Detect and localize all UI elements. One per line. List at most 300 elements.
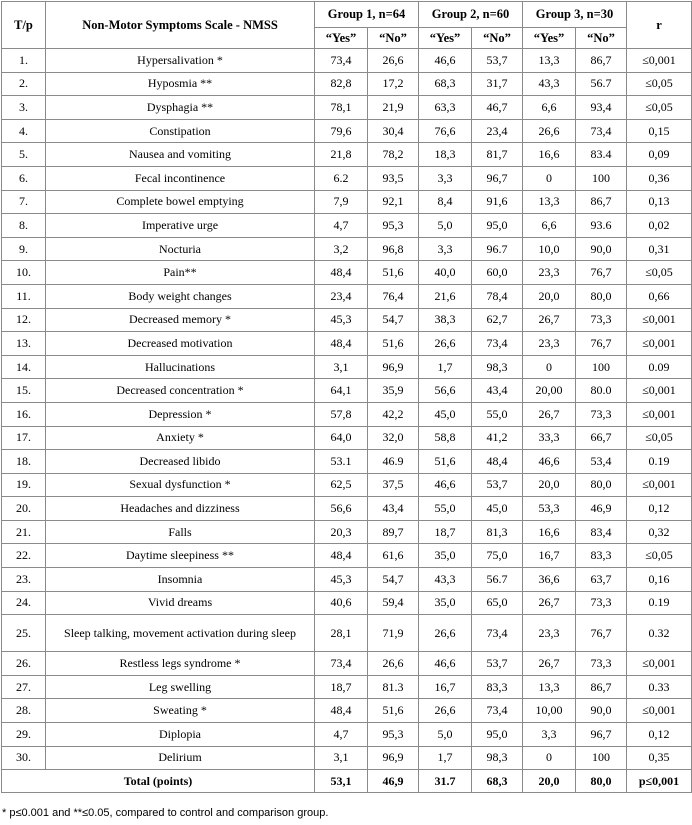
- group-2-yes-cell: 3,3: [419, 237, 472, 261]
- table-row: [2, 675, 692, 699]
- table-row: [2, 699, 692, 723]
- p-value-cell: ≤0,001: [627, 379, 692, 403]
- group-1-no-cell: 46,9: [368, 770, 419, 793]
- group-2-no-cell: 81,7: [472, 143, 523, 167]
- total-label-cell: Total (points): [2, 770, 315, 793]
- group-2-yes-cell: 51,6: [419, 450, 472, 474]
- group-1-no-cell: 26,6: [368, 49, 419, 73]
- group-1-no-cell: 37,5: [368, 473, 419, 497]
- group-2-no-cell: 62,7: [472, 308, 523, 332]
- group-2-yes-cell: 35,0: [419, 544, 472, 568]
- group-3-yes-cell: 23,3: [523, 261, 576, 285]
- group-2-no-cell: 65,0: [472, 591, 523, 615]
- group-3-no-cell: 93.6: [576, 214, 627, 238]
- group-2-yes-cell: 38,3: [419, 308, 472, 332]
- p-value-cell: 0,02: [627, 214, 692, 238]
- group-2-yes-cell: 46,6: [419, 473, 472, 497]
- row-number-cell: 23.: [2, 568, 46, 592]
- table-row: [2, 332, 692, 356]
- symptom-name-cell: Constipation: [46, 119, 315, 143]
- group-3-yes-cell: 10,0: [523, 237, 576, 261]
- group-3-no-cell: 73,3: [576, 308, 627, 332]
- group-1-yes-cell: 40,6: [315, 591, 368, 615]
- group-1-no-cell: 51,6: [368, 699, 419, 723]
- group-3-yes-cell: 20,0: [523, 284, 576, 308]
- p-value-cell: p≤0,001: [627, 770, 692, 793]
- symptom-name-cell: Vivid dreams: [46, 591, 315, 615]
- group-3-yes-cell: 26,6: [523, 119, 576, 143]
- group-3-no-cell: 63,7: [576, 568, 627, 592]
- p-value-cell: 0,32: [627, 520, 692, 544]
- group-3-no-cell: 90,0: [576, 699, 627, 723]
- p-value-cell: 0,36: [627, 166, 692, 190]
- table-row: [2, 497, 692, 521]
- group-1-yes-cell: 82,8: [315, 72, 368, 96]
- group-1-yes-cell: 62,5: [315, 473, 368, 497]
- group-1-yes-cell: 6.2: [315, 166, 368, 190]
- symptom-name-cell: Hallucinations: [46, 355, 315, 379]
- group-2-yes-cell: 43,3: [419, 568, 472, 592]
- symptom-name-cell: Pain**: [46, 261, 315, 285]
- row-number-cell: 6.: [2, 166, 46, 190]
- group-1-no-cell: 32,0: [368, 426, 419, 450]
- group-3-no-cell: 100: [576, 746, 627, 770]
- group-1-yes-cell: 73,4: [315, 49, 368, 73]
- group-1-no-cell: 93,5: [368, 166, 419, 190]
- table-row: [2, 355, 692, 379]
- group-3-no-cell: 76,7: [576, 615, 627, 652]
- group-2-no-cell: 43,4: [472, 379, 523, 403]
- group-2-no-cell: 75,0: [472, 544, 523, 568]
- table-row: [2, 746, 692, 770]
- group-2-no-cell: 53,7: [472, 49, 523, 73]
- table-row: [2, 261, 692, 285]
- header-group-3: Group 3, n=30: [523, 2, 627, 28]
- group-2-no-cell: 83,3: [472, 675, 523, 699]
- symptom-name-cell: Nocturia: [46, 237, 315, 261]
- group-2-yes-cell: 68,3: [419, 72, 472, 96]
- group-1-yes-cell: 53.1: [315, 450, 368, 474]
- group-3-yes-cell: 43,3: [523, 72, 576, 96]
- group-2-no-cell: 96.7: [472, 237, 523, 261]
- group-2-yes-cell: 1,7: [419, 746, 472, 770]
- group-1-yes-cell: 18,7: [315, 675, 368, 699]
- group-3-no-cell: 83,4: [576, 520, 627, 544]
- group-2-yes-cell: 5,0: [419, 214, 472, 238]
- group-1-yes-cell: 20,3: [315, 520, 368, 544]
- group-1-yes-cell: 57,8: [315, 402, 368, 426]
- p-value-cell: 0,66: [627, 284, 692, 308]
- group-3-no-cell: 100: [576, 166, 627, 190]
- group-3-no-cell: 83,3: [576, 544, 627, 568]
- symptom-name-cell: Insomnia: [46, 568, 315, 592]
- symptom-name-cell: Complete bowel emptying: [46, 190, 315, 214]
- table-body: [2, 49, 692, 793]
- group-1-yes-cell: 53,1: [315, 770, 368, 793]
- group-1-no-cell: 81.3: [368, 675, 419, 699]
- symptom-name-cell: Fecal incontinence: [46, 166, 315, 190]
- group-2-no-cell: 68,3: [472, 770, 523, 793]
- group-1-no-cell: 43,4: [368, 497, 419, 521]
- symptom-name-cell: Imperative urge: [46, 214, 315, 238]
- p-value-cell: 0.33: [627, 675, 692, 699]
- group-2-yes-cell: 56,6: [419, 379, 472, 403]
- group-2-yes-cell: 26,6: [419, 615, 472, 652]
- group-3-yes-cell: 46,6: [523, 450, 576, 474]
- table-row: [2, 450, 692, 474]
- p-value-cell: ≤0,001: [627, 473, 692, 497]
- row-number-cell: 27.: [2, 675, 46, 699]
- group-2-no-cell: 23,4: [472, 119, 523, 143]
- group-2-no-cell: 81,3: [472, 520, 523, 544]
- table-row: [2, 96, 692, 120]
- group-1-yes-cell: 45,3: [315, 568, 368, 592]
- group-2-yes-cell: 45,0: [419, 402, 472, 426]
- symptom-name-cell: Body weight changes: [46, 284, 315, 308]
- table-row: [2, 308, 692, 332]
- header-yes: “Yes”: [523, 28, 576, 49]
- group-3-no-cell: 80,0: [576, 770, 627, 793]
- group-2-no-cell: 45,0: [472, 497, 523, 521]
- group-3-no-cell: 53,4: [576, 450, 627, 474]
- group-1-yes-cell: 64,0: [315, 426, 368, 450]
- group-2-no-cell: 95,0: [472, 723, 523, 747]
- p-value-cell: 0.19: [627, 591, 692, 615]
- table-row: [2, 284, 692, 308]
- group-1-yes-cell: 3,1: [315, 746, 368, 770]
- group-3-yes-cell: 10,00: [523, 699, 576, 723]
- symptom-name-cell: Decreased memory *: [46, 308, 315, 332]
- row-number-cell: 8.: [2, 214, 46, 238]
- p-value-cell: ≤0,05: [627, 72, 692, 96]
- group-2-yes-cell: 8,4: [419, 190, 472, 214]
- group-1-yes-cell: 48,4: [315, 699, 368, 723]
- header-no: “No”: [576, 28, 627, 49]
- group-3-no-cell: 73,3: [576, 402, 627, 426]
- group-1-yes-cell: 7,9: [315, 190, 368, 214]
- group-1-yes-cell: 73,4: [315, 652, 368, 676]
- table-row: [2, 402, 692, 426]
- group-3-yes-cell: 16,7: [523, 544, 576, 568]
- group-3-yes-cell: 20,0: [523, 770, 576, 793]
- row-number-cell: 7.: [2, 190, 46, 214]
- header-group-1: Group 1, n=64: [315, 2, 419, 28]
- header-scale: Non-Motor Symptoms Scale - NMSS: [46, 2, 315, 49]
- group-3-yes-cell: 33,3: [523, 426, 576, 450]
- total-row: [2, 770, 692, 793]
- symptom-name-cell: Sexual dysfunction *: [46, 473, 315, 497]
- group-3-yes-cell: 0: [523, 166, 576, 190]
- row-number-cell: 19.: [2, 473, 46, 497]
- header-num: T/p: [2, 2, 46, 49]
- group-1-no-cell: 54,7: [368, 568, 419, 592]
- row-number-cell: 15.: [2, 379, 46, 403]
- group-2-no-cell: 31,7: [472, 72, 523, 96]
- group-3-yes-cell: 26,7: [523, 308, 576, 332]
- group-1-no-cell: 95,3: [368, 214, 419, 238]
- table-row: [2, 49, 692, 73]
- row-number-cell: 30.: [2, 746, 46, 770]
- group-3-no-cell: 86,7: [576, 675, 627, 699]
- group-3-yes-cell: 16,6: [523, 143, 576, 167]
- group-1-no-cell: 35,9: [368, 379, 419, 403]
- symptom-name-cell: Headaches and dizziness: [46, 497, 315, 521]
- header-group-2: Group 2, n=60: [419, 2, 523, 28]
- group-3-yes-cell: 13,3: [523, 49, 576, 73]
- p-value-cell: ≤0,001: [627, 699, 692, 723]
- group-2-no-cell: 55,0: [472, 402, 523, 426]
- row-number-cell: 24.: [2, 591, 46, 615]
- symptom-name-cell: Restless legs syndrome *: [46, 652, 315, 676]
- table-row: [2, 72, 692, 96]
- group-2-no-cell: 46,7: [472, 96, 523, 120]
- group-3-yes-cell: 26,7: [523, 652, 576, 676]
- row-number-cell: 13.: [2, 332, 46, 356]
- symptom-name-cell: Delirium: [46, 746, 315, 770]
- group-3-no-cell: 76,7: [576, 332, 627, 356]
- group-2-no-cell: 56.7: [472, 568, 523, 592]
- table-row: [2, 544, 692, 568]
- header-r: r: [627, 2, 692, 49]
- row-number-cell: 1.: [2, 49, 46, 73]
- row-number-cell: 2.: [2, 72, 46, 96]
- group-2-yes-cell: 18,7: [419, 520, 472, 544]
- row-number-cell: 20.: [2, 497, 46, 521]
- group-3-no-cell: 66,7: [576, 426, 627, 450]
- row-number-cell: 18.: [2, 450, 46, 474]
- symptom-name-cell: Decreased concentration *: [46, 379, 315, 403]
- header-no: “No”: [472, 28, 523, 49]
- group-1-no-cell: 76,4: [368, 284, 419, 308]
- group-3-no-cell: 100: [576, 355, 627, 379]
- table-row: [2, 119, 692, 143]
- table-row: [2, 723, 692, 747]
- group-1-yes-cell: 3,2: [315, 237, 368, 261]
- symptom-name-cell: Falls: [46, 520, 315, 544]
- symptom-name-cell: Sweating *: [46, 699, 315, 723]
- group-2-no-cell: 98,3: [472, 355, 523, 379]
- nmss-table: [1, 1, 692, 793]
- symptom-name-cell: Nausea and vomiting: [46, 143, 315, 167]
- group-2-yes-cell: 46,6: [419, 49, 472, 73]
- group-3-yes-cell: 6,6: [523, 96, 576, 120]
- group-3-no-cell: 80.0: [576, 379, 627, 403]
- symptom-name-cell: Anxiety *: [46, 426, 315, 450]
- group-1-yes-cell: 45,3: [315, 308, 368, 332]
- group-2-yes-cell: 1,7: [419, 355, 472, 379]
- row-number-cell: 25.: [2, 615, 46, 652]
- group-1-no-cell: 59,4: [368, 591, 419, 615]
- group-2-yes-cell: 63,3: [419, 96, 472, 120]
- group-1-yes-cell: 79,6: [315, 119, 368, 143]
- group-2-yes-cell: 3,3: [419, 166, 472, 190]
- p-value-cell: 0.19: [627, 450, 692, 474]
- group-2-yes-cell: 76,6: [419, 119, 472, 143]
- group-3-no-cell: 86,7: [576, 190, 627, 214]
- group-1-no-cell: 96,9: [368, 746, 419, 770]
- p-value-cell: 0.09: [627, 355, 692, 379]
- p-value-cell: ≤0,05: [627, 261, 692, 285]
- group-3-yes-cell: 53,3: [523, 497, 576, 521]
- symptom-name-cell: Decreased libido: [46, 450, 315, 474]
- group-1-no-cell: 78,2: [368, 143, 419, 167]
- table-row: [2, 568, 692, 592]
- table-row: [2, 473, 692, 497]
- row-number-cell: 14.: [2, 355, 46, 379]
- group-3-yes-cell: 23,3: [523, 615, 576, 652]
- p-value-cell: ≤0,001: [627, 49, 692, 73]
- p-value-cell: 0,13: [627, 190, 692, 214]
- p-value-cell: 0,09: [627, 143, 692, 167]
- row-number-cell: 29.: [2, 723, 46, 747]
- p-value-cell: 0,15: [627, 119, 692, 143]
- p-value-cell: 0,31: [627, 237, 692, 261]
- group-2-no-cell: 95,0: [472, 214, 523, 238]
- table-row: [2, 379, 692, 403]
- group-3-no-cell: 86,7: [576, 49, 627, 73]
- symptom-name-cell: Dysphagia **: [46, 96, 315, 120]
- table-row: [2, 591, 692, 615]
- row-number-cell: 12.: [2, 308, 46, 332]
- group-1-no-cell: 89,7: [368, 520, 419, 544]
- p-value-cell: ≤0,001: [627, 402, 692, 426]
- table-row: [2, 166, 692, 190]
- p-value-cell: 0,12: [627, 723, 692, 747]
- group-3-no-cell: 80,0: [576, 284, 627, 308]
- p-value-cell: ≤0,001: [627, 308, 692, 332]
- group-2-no-cell: 48,4: [472, 450, 523, 474]
- table-row: [2, 520, 692, 544]
- group-1-yes-cell: 21,8: [315, 143, 368, 167]
- header-no: “No”: [368, 28, 419, 49]
- group-2-yes-cell: 21,6: [419, 284, 472, 308]
- group-1-no-cell: 51,6: [368, 332, 419, 356]
- group-3-no-cell: 96,7: [576, 723, 627, 747]
- row-number-cell: 26.: [2, 652, 46, 676]
- group-1-yes-cell: 48,4: [315, 332, 368, 356]
- header-yes: “Yes”: [419, 28, 472, 49]
- symptom-name-cell: Hyposmia **: [46, 72, 315, 96]
- p-value-cell: ≤0,001: [627, 652, 692, 676]
- symptom-name-cell: Daytime sleepiness **: [46, 544, 315, 568]
- symptom-name-cell: Decreased motivation: [46, 332, 315, 356]
- table-row: [2, 237, 692, 261]
- row-number-cell: 9.: [2, 237, 46, 261]
- group-2-no-cell: 78,4: [472, 284, 523, 308]
- group-2-no-cell: 60,0: [472, 261, 523, 285]
- group-2-yes-cell: 58,8: [419, 426, 472, 450]
- group-1-no-cell: 96,8: [368, 237, 419, 261]
- p-value-cell: ≤0,05: [627, 96, 692, 120]
- group-3-no-cell: 76,7: [576, 261, 627, 285]
- group-1-no-cell: 21,9: [368, 96, 419, 120]
- group-3-yes-cell: 3,3: [523, 723, 576, 747]
- group-2-yes-cell: 18,3: [419, 143, 472, 167]
- group-2-yes-cell: 16,7: [419, 675, 472, 699]
- row-number-cell: 28.: [2, 699, 46, 723]
- symptom-name-cell: Diplopia: [46, 723, 315, 747]
- group-1-yes-cell: 48,4: [315, 544, 368, 568]
- group-2-yes-cell: 46,6: [419, 652, 472, 676]
- group-1-no-cell: 54,7: [368, 308, 419, 332]
- row-number-cell: 16.: [2, 402, 46, 426]
- group-3-no-cell: 56.7: [576, 72, 627, 96]
- group-1-no-cell: 71,9: [368, 615, 419, 652]
- row-number-cell: 4.: [2, 119, 46, 143]
- row-number-cell: 3.: [2, 96, 46, 120]
- group-1-no-cell: 46.9: [368, 450, 419, 474]
- symptom-name-cell: Depression *: [46, 402, 315, 426]
- group-1-yes-cell: 3,1: [315, 355, 368, 379]
- group-2-yes-cell: 35,0: [419, 591, 472, 615]
- group-2-no-cell: 53,7: [472, 652, 523, 676]
- group-1-yes-cell: 23,4: [315, 284, 368, 308]
- group-2-no-cell: 98,3: [472, 746, 523, 770]
- group-2-yes-cell: 26,6: [419, 699, 472, 723]
- group-2-no-cell: 91,6: [472, 190, 523, 214]
- group-3-yes-cell: 26,7: [523, 402, 576, 426]
- group-1-yes-cell: 56,6: [315, 497, 368, 521]
- group-2-no-cell: 73,4: [472, 699, 523, 723]
- group-3-yes-cell: 20,00: [523, 379, 576, 403]
- symptom-name-cell: Sleep talking, movement activation during sleep: [46, 615, 315, 652]
- group-1-no-cell: 26,6: [368, 652, 419, 676]
- group-3-no-cell: 83.4: [576, 143, 627, 167]
- group-3-no-cell: 73,3: [576, 652, 627, 676]
- p-value-cell: ≤0,001: [627, 332, 692, 356]
- group-3-yes-cell: 20,0: [523, 473, 576, 497]
- group-1-no-cell: 95,3: [368, 723, 419, 747]
- row-number-cell: 22.: [2, 544, 46, 568]
- group-1-yes-cell: 64,1: [315, 379, 368, 403]
- group-2-no-cell: 53,7: [472, 473, 523, 497]
- table-row: [2, 214, 692, 238]
- group-1-yes-cell: 78,1: [315, 96, 368, 120]
- table-row: [2, 426, 692, 450]
- group-3-yes-cell: 13,3: [523, 675, 576, 699]
- group-2-no-cell: 73,4: [472, 615, 523, 652]
- symptom-name-cell: Hypersalivation *: [46, 49, 315, 73]
- p-value-cell: 0,35: [627, 746, 692, 770]
- group-1-no-cell: 51,6: [368, 261, 419, 285]
- group-3-yes-cell: 23,3: [523, 332, 576, 356]
- row-number-cell: 17.: [2, 426, 46, 450]
- group-2-no-cell: 73,4: [472, 332, 523, 356]
- group-1-yes-cell: 48,4: [315, 261, 368, 285]
- group-3-yes-cell: 6,6: [523, 214, 576, 238]
- group-3-no-cell: 80,0: [576, 473, 627, 497]
- row-number-cell: 5.: [2, 143, 46, 167]
- group-3-yes-cell: 16,6: [523, 520, 576, 544]
- symptom-name-cell: Leg swelling: [46, 675, 315, 699]
- footnote: * p≤0.001 and **≤0.05, compared to control and comparison group.: [2, 807, 329, 819]
- group-1-no-cell: 92,1: [368, 190, 419, 214]
- row-number-cell: 11.: [2, 284, 46, 308]
- p-value-cell: ≤0,05: [627, 426, 692, 450]
- p-value-cell: 0,16: [627, 568, 692, 592]
- p-value-cell: ≤0,05: [627, 544, 692, 568]
- group-2-yes-cell: 5,0: [419, 723, 472, 747]
- p-value-cell: 0,12: [627, 497, 692, 521]
- group-3-no-cell: 73,3: [576, 591, 627, 615]
- table-row: [2, 143, 692, 167]
- group-3-yes-cell: 13,3: [523, 190, 576, 214]
- table-row: [2, 190, 692, 214]
- group-1-yes-cell: 4,7: [315, 723, 368, 747]
- group-2-yes-cell: 31.7: [419, 770, 472, 793]
- group-3-no-cell: 46,9: [576, 497, 627, 521]
- table-row: [2, 615, 692, 652]
